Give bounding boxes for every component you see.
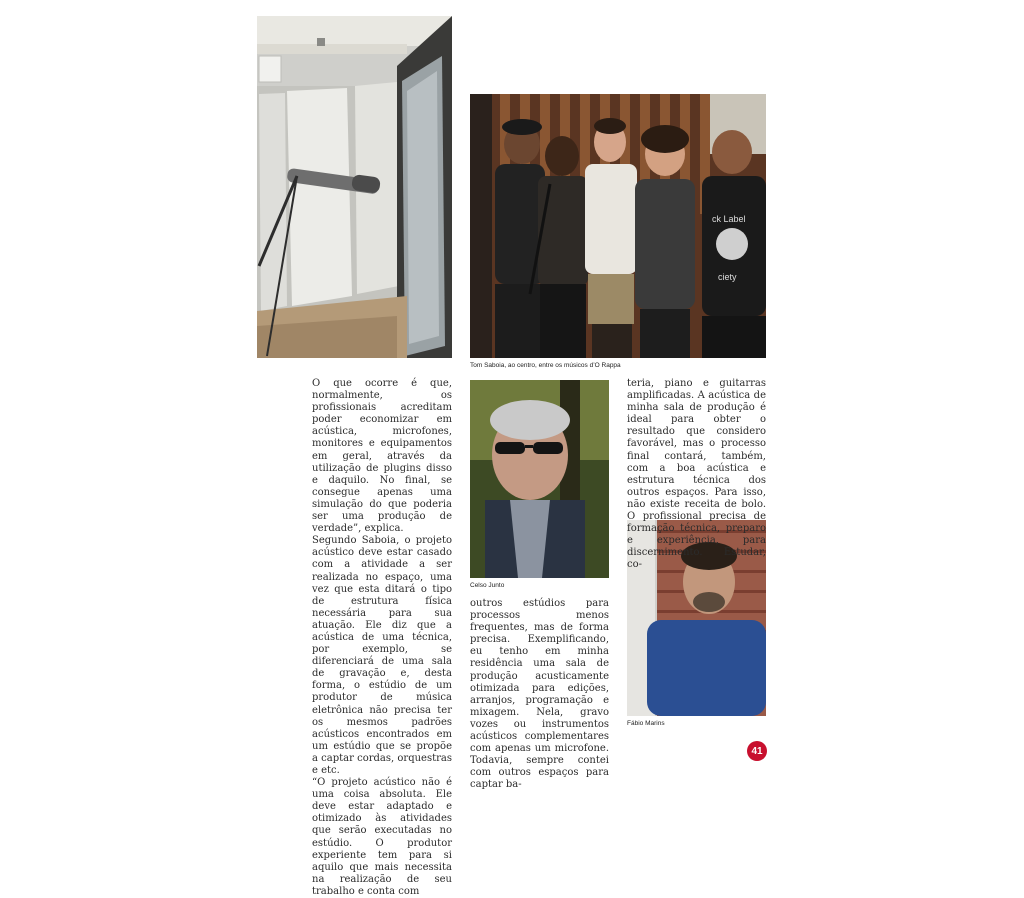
article-column-2: [470, 598, 609, 792]
celso-photo-caption: Celso Junto: [470, 582, 505, 589]
article-paragraph: outros estúdios para processos menos frequentes, mas de forma precisa. Exemplificando, eu tenho em minha residência uma sala de produção acusticamente otimizada para edições, arranjos, programação e mixagem. Nela, gravo vozes ou instrumentos acústicos complementares com apenas um microfone. Todavia, sempre contei com outros espaços para captar ba-: [470, 598, 609, 791]
article-column-3: [627, 378, 766, 572]
studio-photo: [257, 16, 452, 358]
article-column-1: [312, 378, 452, 898]
tshirt-text-bottom: ciety: [718, 272, 737, 282]
article-paragraph: O que ocorre é que, normalmente, os profissionais acreditam poder economizar em acústica, microfones, monitores e equipamentos em geral, através da utilização de plugins disso e daquilo. No final, se consegue apenas uma simulação do que poderia ser uma produção de verdade”, explica.: [312, 378, 452, 535]
tshirt-text-top: ck Label: [712, 214, 746, 224]
band-photo: [470, 94, 766, 358]
celso-photo: [470, 380, 609, 578]
article-paragraph: Segundo Saboia, o projeto acústico deve estar casado com a atividade a ser realizada no espaço, uma vez que esta ditará o tipo de estrutura física necessária para sua atuação. Ele diz que a acústica de uma técnica, por exemplo, se diferenciará de uma sala de gravação e, desta forma, o estúdio de um produtor de música eletrônica não precisa ter os mesmos padrões acústicos encontrados em um estúdio que se propõe a captar cordas, orquestras e etc.: [312, 535, 452, 776]
article-paragraph: teria, piano e guitarras amplificadas. A acústica de minha sala de produção é ideal para obter o resultado que considero favorável, mas o processo final contará, também, com a boa acústica e estrutura técnica dos outros espaços. Para isso, não existe receita de bolo. O profissional precisa de formação técnica, preparo e experiência, para discernimento. Estudar, co-: [627, 378, 766, 571]
article-paragraph: “O projeto acústico não é uma coisa absoluta. Ele deve estar adaptado e otimizado às atividades que serão executadas no estúdio. O produtor experiente tem para si aquilo que mais necessita na realização de seu trabalho e conta com: [312, 777, 452, 897]
band-photo-caption: Tom Saboia, ao centro, entre os músicos d’O Rappa: [470, 362, 621, 369]
fabio-photo-caption: Fábio Marins: [627, 720, 665, 727]
page-number: 41: [747, 741, 767, 761]
